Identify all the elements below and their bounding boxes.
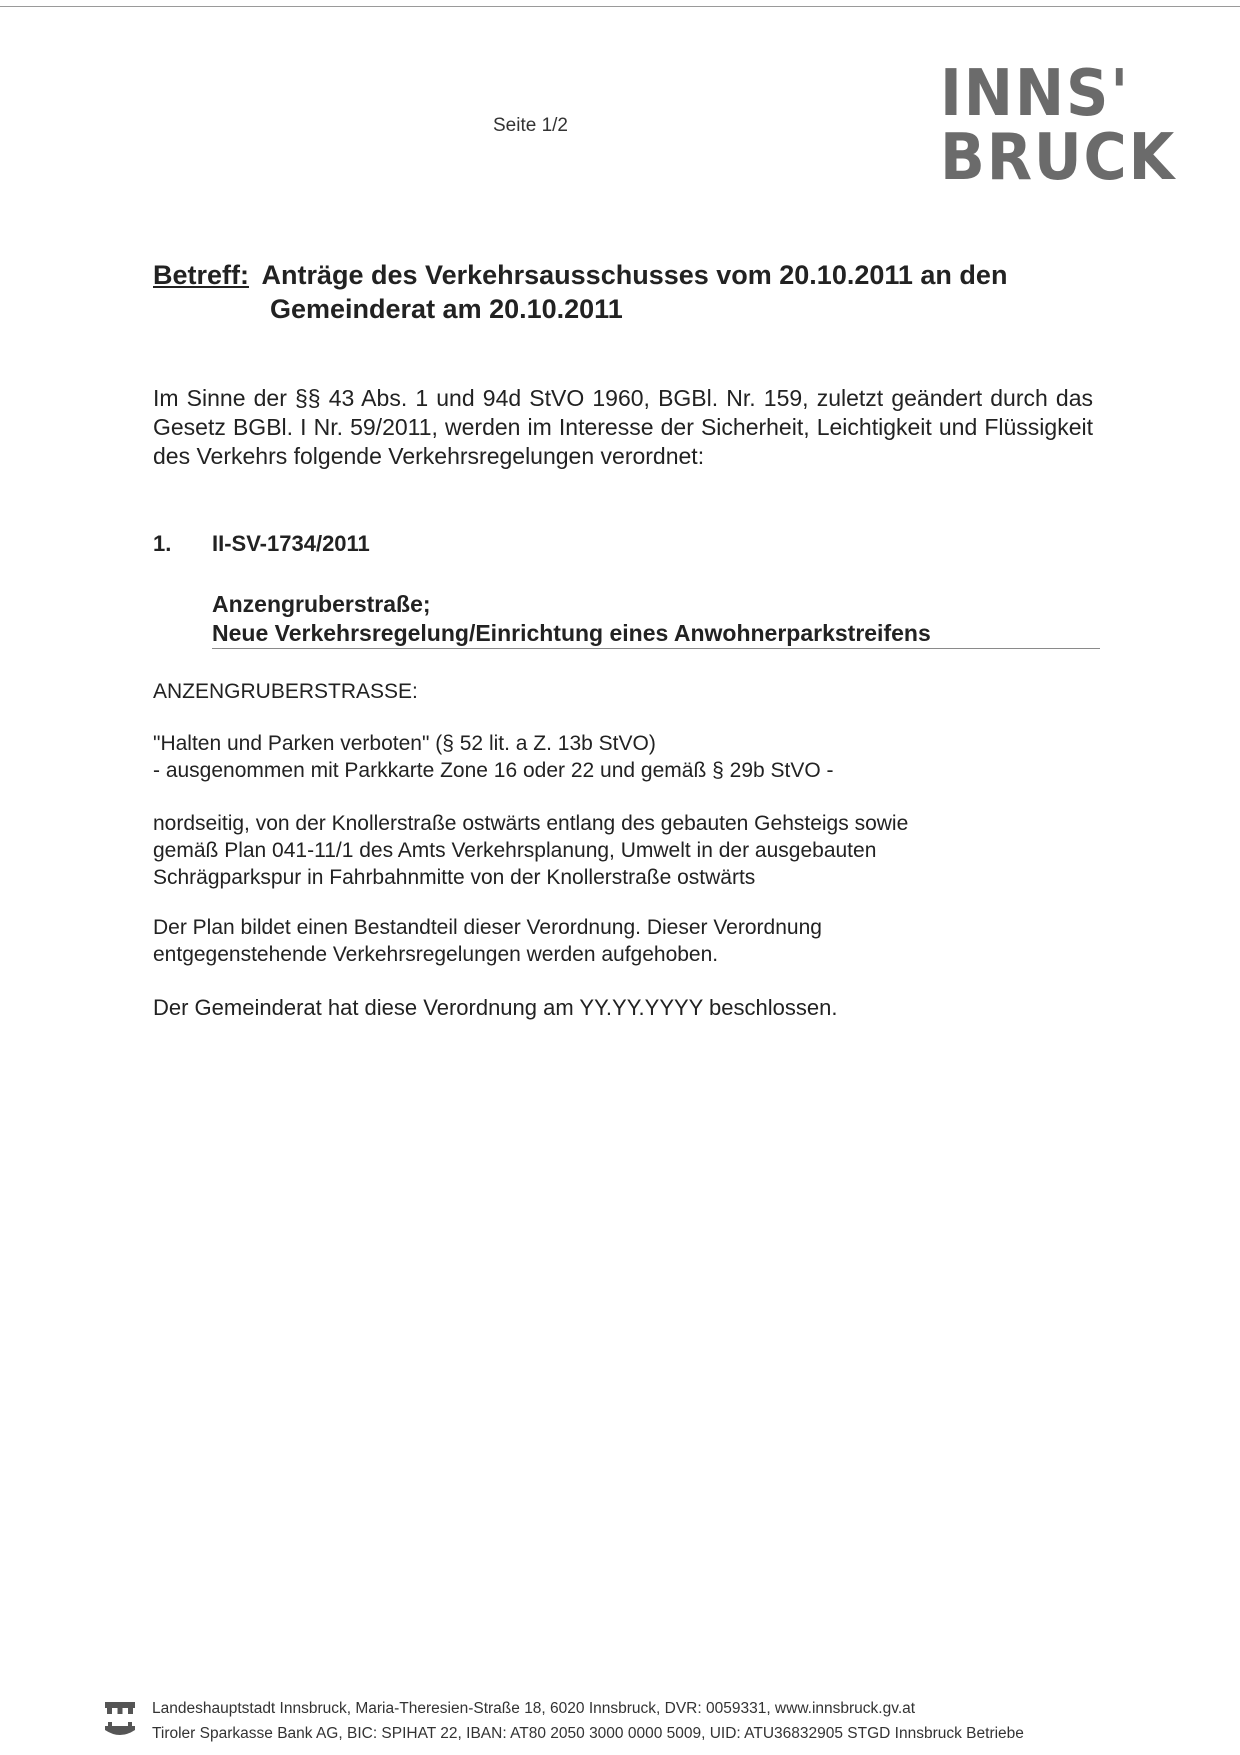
logo-line-2: BRUCK xyxy=(940,121,1177,195)
location-line-3: Schrägparkspur in Fahrbahnmitte von der Knollerstraße ostwärts xyxy=(153,866,756,889)
council-decision: Der Gemeinderat hat diese Verordnung am YY.YY.YYYY beschlossen. xyxy=(153,995,838,1020)
intro-paragraph: Im Sinne der §§ 43 Abs. 1 und 94d StVO 1960, BGBl. Nr. 159, zuletzt geändert durch das Gesetz BGBl. I Nr. 59/2011, werden im Interesse der Sicherheit, Leichtigkeit und Flüssigkeit des Verkehrs folgende Verkehrsregelungen verordnet: xyxy=(153,385,1093,469)
plan-line-1: Der Plan bildet einen Bestandteil dieser Verordnung. Dieser Verordnung xyxy=(153,916,822,939)
location-line-1: nordseitig, von der Knollerstraße ostwärts entlang des gebauten Gehsteigs sowie xyxy=(153,812,909,835)
page-number: Seite 1/2 xyxy=(493,115,568,136)
location-line-2: gemäß Plan 041-11/1 des Amts Verkehrsplanung, Umwelt in der ausgebauten xyxy=(153,839,877,862)
street-name: ANZENGRUBERSTRASSE: xyxy=(153,680,418,703)
subject-line-1: Anträge des Verkehrsausschusses vom 20.10.2011 an den xyxy=(261,260,1008,290)
footer-line-1: Landeshauptstadt Innsbruck, Maria-Theresien-Straße 18, 6020 Innsbruck, DVR: 0059331, www.innsbruck.gv.at xyxy=(152,1700,916,1717)
subject-heading xyxy=(153,258,1103,326)
footer-line-2: Tiroler Sparkasse Bank AG, BIC: SPIHAT 22, IBAN: AT80 2050 3000 0000 5009, UID: ATU36832905 STGD Innsbruck Betriebe xyxy=(152,1725,1024,1742)
item-title-line-1: Anzengruberstraße; xyxy=(212,591,431,617)
subject-label: Betreff: xyxy=(153,260,250,290)
item-title-underline xyxy=(212,648,1100,649)
location-description xyxy=(153,810,1053,891)
subject-line-2: Gemeinderat am 20.10.2011 xyxy=(270,294,623,324)
footer xyxy=(152,1696,1212,1746)
sign-line-2: - ausgenommen mit Parkkarte Zone 16 oder 22 und gemäß § 29b StVO - xyxy=(153,759,834,782)
item-code: II-SV-1734/2011 xyxy=(212,531,370,556)
city-emblem-icon xyxy=(105,1700,135,1742)
item-title xyxy=(212,590,1092,648)
sign-line-1: "Halten und Parken verboten" (§ 52 lit. a Z. 13b StVO) xyxy=(153,732,656,755)
item-title-line-2: Neue Verkehrsregelung/Einrichtung eines Anwohnerparkstreifens xyxy=(212,620,931,646)
plan-line-2: entgegenstehende Verkehrsregelungen werden aufgehoben. xyxy=(153,943,719,966)
traffic-sign-text xyxy=(153,730,1053,784)
item-number: 1. xyxy=(153,531,172,556)
innsbruck-logo xyxy=(940,57,1180,195)
scan-edge-line xyxy=(0,6,1240,7)
plan-note xyxy=(153,914,1053,968)
logo-line-1: INNS' xyxy=(940,57,1131,131)
